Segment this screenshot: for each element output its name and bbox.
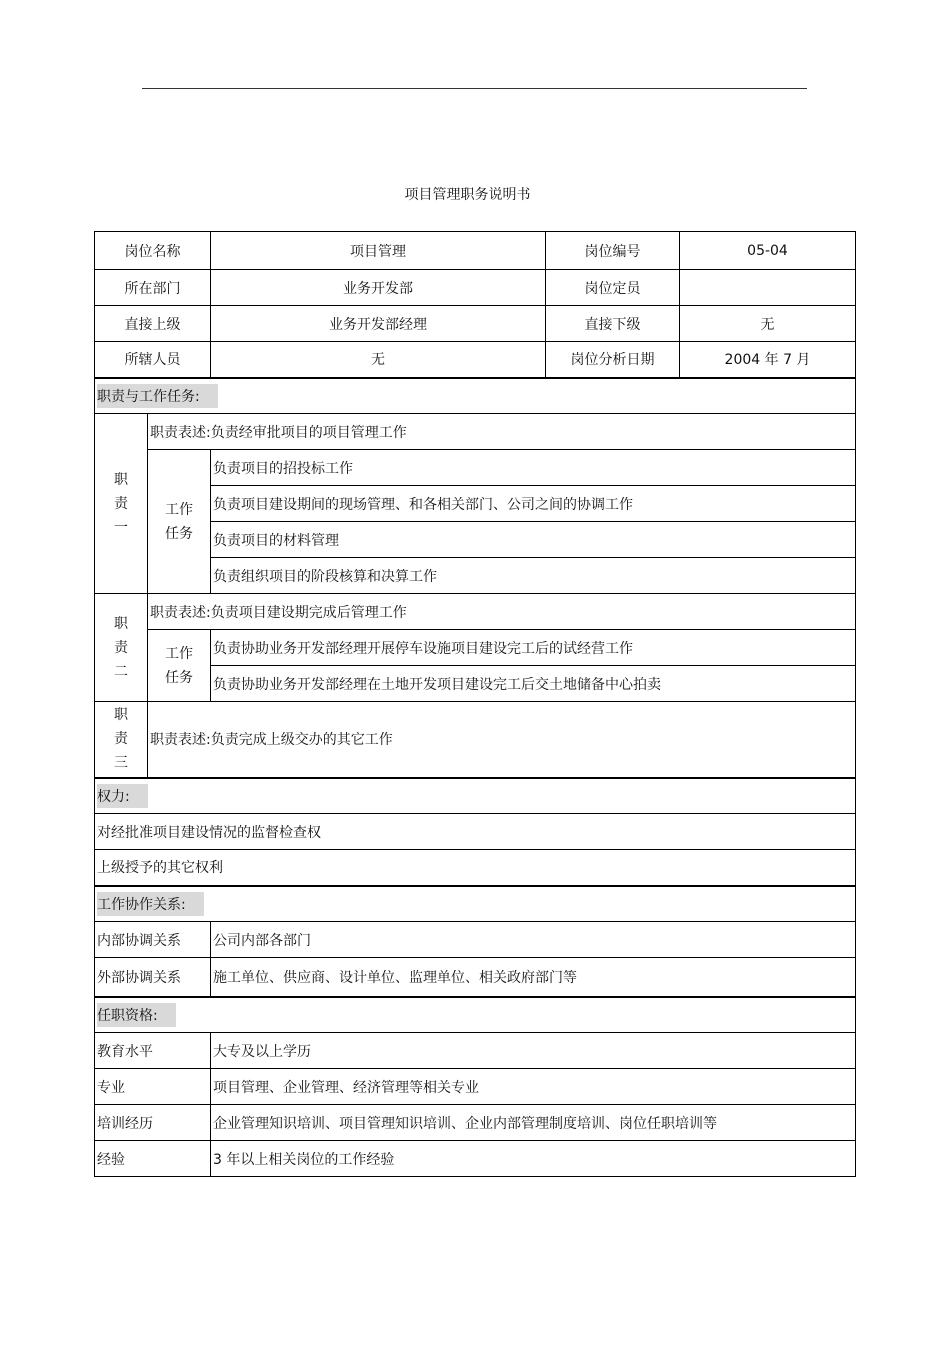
duty-1-desc-row (95, 414, 856, 450)
position-name-value: 项目管理 (211, 232, 546, 270)
authority-row (95, 814, 856, 850)
department-label: 所在部门 (95, 270, 211, 306)
document-title: 项目管理职务说明书 (404, 187, 531, 203)
subordinate-label: 直接下级 (546, 306, 680, 342)
authority-item: 对经批准项目建设情况的监督检查权 (95, 814, 856, 850)
duty-2-task-label: 工作 任务 (148, 630, 211, 702)
duty-2-label: 职 责 二 (95, 594, 148, 702)
analysis-date-value: 2004 年 7 月 (680, 342, 856, 378)
position-name-label: 岗位名称 (95, 232, 211, 270)
qualification-label: 培训经历 (95, 1105, 211, 1141)
department-value: 业务开发部 (211, 270, 546, 306)
duty-1-task: 负责项目的材料管理 (211, 522, 856, 558)
relations-row (95, 958, 856, 997)
qualification-row (95, 1105, 856, 1141)
authority-item: 上级授予的其它权利 (95, 850, 856, 886)
duty-1-task-row (95, 450, 856, 486)
duty-3-label: 职 责 三 (95, 702, 148, 778)
duty-1-task: 负责组织项目的阶段核算和决算工作 (211, 558, 856, 594)
duty-1-description: 职责表述:负责经审批项目的项目管理工作 (148, 414, 856, 450)
qualifications-section-header (95, 997, 856, 1033)
relation-label: 外部协调关系 (95, 958, 211, 997)
position-code-value: 05-04 (680, 232, 856, 270)
analysis-date-label: 岗位分析日期 (546, 342, 680, 378)
qualification-label: 教育水平 (95, 1033, 211, 1069)
qualifications-section-label: 任职资格: (97, 1003, 176, 1027)
duty-2-description: 职责表述:负责项目建设期完成后管理工作 (148, 594, 856, 630)
relation-value: 施工单位、供应商、设计单位、监理单位、相关政府部门等 (211, 958, 856, 997)
qualification-row (95, 1033, 856, 1069)
header-row (95, 342, 856, 378)
authority-row (95, 850, 856, 886)
duty-1-label: 职 责 一 (95, 414, 148, 594)
qualification-row (95, 1069, 856, 1105)
qualification-label: 专业 (95, 1069, 211, 1105)
staff-label: 所辖人员 (95, 342, 211, 378)
duty-2-desc-row (95, 594, 856, 630)
header-row (95, 306, 856, 342)
header-row (95, 232, 856, 270)
headcount-label: 岗位定员 (546, 270, 680, 306)
authority-section-label: 权力: (97, 784, 148, 808)
qualification-row (95, 1141, 856, 1177)
duty-3-row (95, 702, 856, 778)
duty-2-task: 负责协助业务开发部经理在土地开发项目建设完工后交土地储备中心拍卖 (211, 666, 856, 702)
duties-section-header (95, 378, 856, 414)
relations-row (95, 922, 856, 958)
relations-section-header (95, 886, 856, 922)
qualification-label: 经验 (95, 1141, 211, 1177)
qualification-value: 3 年以上相关岗位的工作经验 (211, 1141, 856, 1177)
duty-3-description: 职责表述:负责完成上级交办的其它工作 (148, 702, 856, 778)
duty-1-task: 负责项目的招投标工作 (211, 450, 856, 486)
relation-value: 公司内部各部门 (211, 922, 856, 958)
staff-value: 无 (211, 342, 546, 378)
header-row (95, 270, 856, 306)
qualification-value: 项目管理、企业管理、经济管理等相关专业 (211, 1069, 856, 1105)
header-rule (142, 88, 807, 89)
headcount-value (680, 270, 856, 306)
duty-1-task-label: 工作 任务 (148, 450, 211, 594)
position-code-label: 岗位编号 (546, 232, 680, 270)
duties-section-label: 职责与工作任务: (97, 384, 218, 408)
duty-2-task-row (95, 630, 856, 666)
relation-label: 内部协调关系 (95, 922, 211, 958)
superior-label: 直接上级 (95, 306, 211, 342)
superior-value: 业务开发部经理 (211, 306, 546, 342)
authority-section-header (95, 778, 856, 814)
relations-section-label: 工作协作关系: (97, 892, 204, 916)
duty-1-task: 负责项目建设期间的现场管理、和各相关部门、公司之间的协调工作 (211, 486, 856, 522)
job-description-table (94, 231, 855, 1177)
qualification-value: 大专及以上学历 (211, 1033, 856, 1069)
qualification-value: 企业管理知识培训、项目管理知识培训、企业内部管理制度培训、岗位任职培训等 (211, 1105, 856, 1141)
subordinate-value: 无 (680, 306, 856, 342)
duty-2-task: 负责协助业务开发部经理开展停车设施项目建设完工后的试经营工作 (211, 630, 856, 666)
